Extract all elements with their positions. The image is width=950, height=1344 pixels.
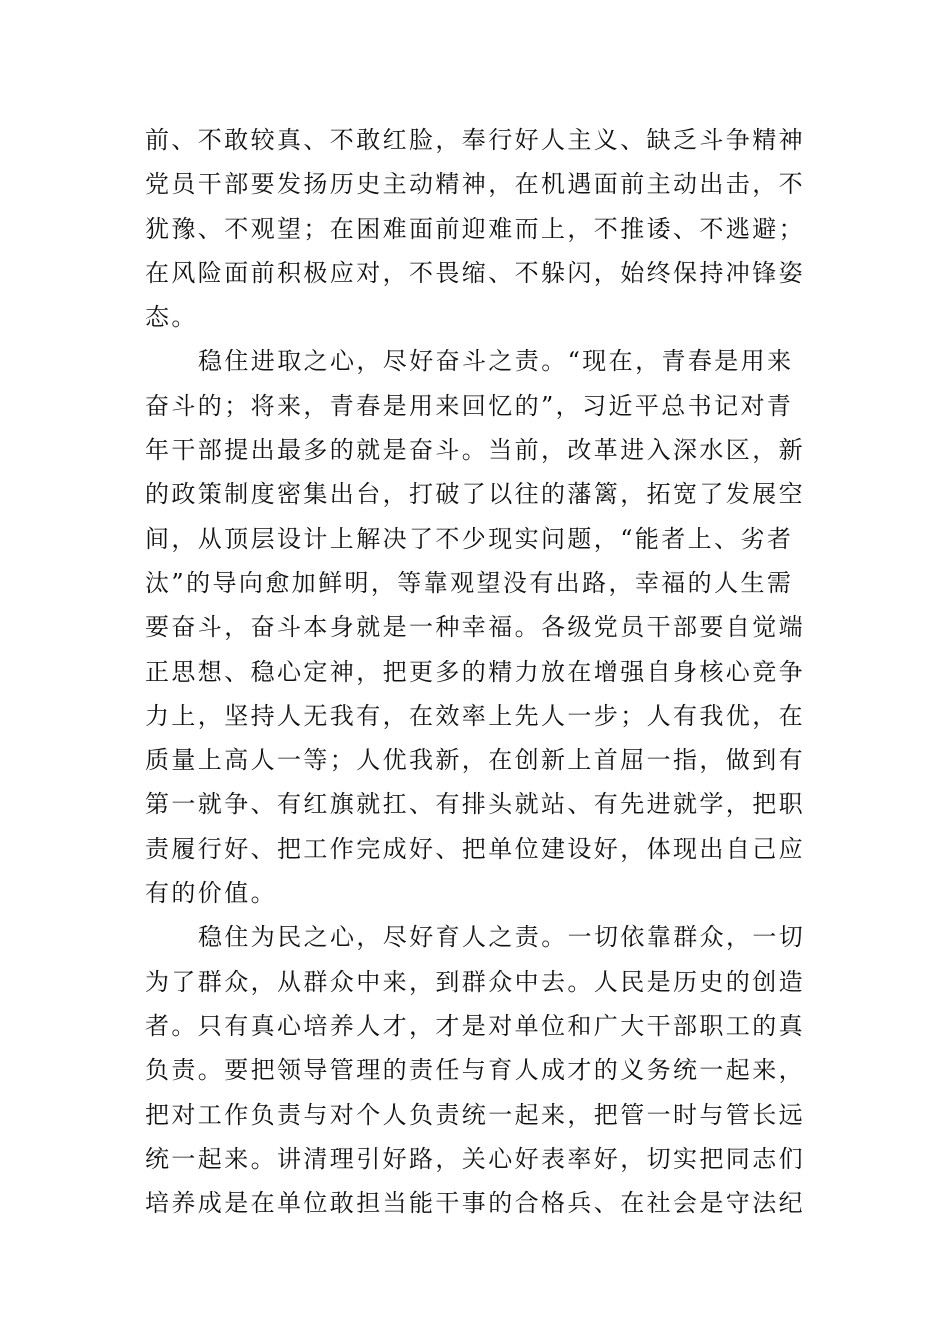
paragraph-3	[145, 915, 805, 1225]
text-line: 力上，坚持人无我有，在效率上先人一步；人有我优，在	[145, 701, 805, 730]
text-line: 在风险面前积极应对，不畏缩、不躲闪，始终保持冲锋姿	[145, 258, 805, 287]
text-line: 汰”的导向愈加鲜明，等靠观望没有出路，幸福的人生需	[145, 568, 794, 597]
paragraph-2	[145, 339, 805, 915]
text-line: 稳住为民之心，尽好育人之责。一切依靠群众，一切	[198, 923, 806, 952]
text-line: 有的价值。	[145, 879, 277, 908]
text-line: 间，从顶层设计上解决了不少现实问题，“能者上、劣者	[145, 524, 794, 553]
text-line: 为了群众，从群众中来，到群众中去。人民是历史的创造	[145, 967, 805, 996]
text-line: 年干部提出最多的就是奋斗。当前，改革进入深水区，新	[145, 436, 805, 465]
text-line: 的政策制度密集出台，打破了以往的藩篱，拓宽了发展空	[145, 480, 805, 509]
text-line: 态。	[145, 303, 198, 332]
text-line: 质量上高人一等；人优我新，在创新上首屈一指，做到有	[145, 746, 805, 775]
text-line: 稳住进取之心，尽好奋斗之责。“现在，青春是用来	[198, 347, 794, 376]
text-line: 党员干部要发扬历史主动精神，在机遇面前主动出击，不	[145, 170, 805, 199]
text-line: 培养成是在单位敢担当能干事的合格兵、在社会是守法纪	[145, 1189, 805, 1218]
text-line: 负责。要把领导管理的责任与育人成才的义务统一起来，	[145, 1056, 805, 1085]
text-line: 统一起来。讲清理引好路，关心好表率好，切实把同志们	[145, 1144, 805, 1173]
text-line: 犹豫、不观望；在困难面前迎难而上，不推诿、不逃避；	[145, 214, 805, 243]
text-line: 第一就争、有红旗就扛、有排头就站、有先进就学，把职	[145, 790, 805, 819]
document-body	[145, 118, 805, 1225]
text-line: 前、不敢较真、不敢红脸，奉行好人主义、缺乏斗争精神	[145, 126, 805, 154]
text-line: 奋斗的；将来，青春是用来回忆的”，习近平总书记对青	[145, 391, 794, 420]
text-line: 者。只有真心培养人才，才是对单位和广大干部职工的真	[145, 1011, 805, 1040]
text-line: 责履行好、把工作完成好、把单位建设好，体现出自己应	[145, 834, 805, 863]
paragraph-1	[145, 118, 805, 339]
text-line: 要奋斗，奋斗本身就是一种幸福。各级党员干部要自觉端	[145, 613, 805, 642]
text-line: 正思想、稳心定神，把更多的精力放在增强自身核心竞争	[145, 657, 805, 686]
text-line: 把对工作负责与对个人负责统一起来，把管一时与管长远	[145, 1100, 805, 1129]
